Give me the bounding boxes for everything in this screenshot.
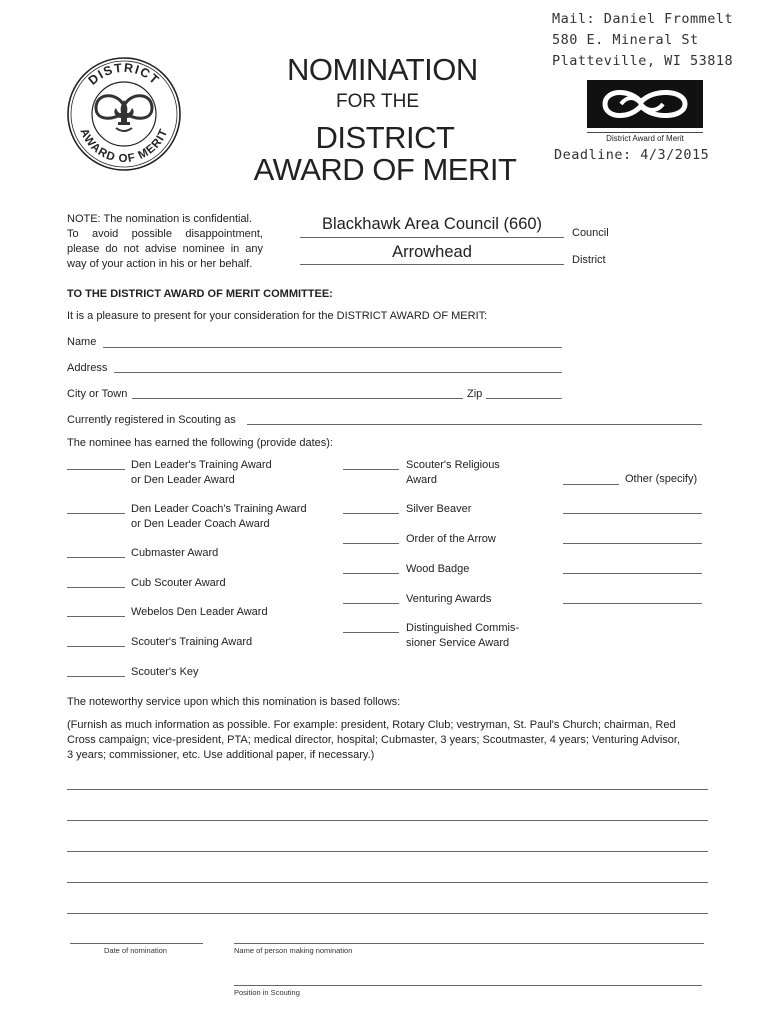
service-line-1[interactable] [67, 789, 708, 790]
svg-text:DISTRICT: DISTRICT [85, 60, 163, 88]
deadline: Deadline: 4/3/2015 [554, 147, 710, 163]
webelos-date-field[interactable] [67, 616, 125, 617]
venturing-date-field[interactable] [343, 603, 399, 604]
district-label: District [572, 254, 606, 266]
city-field[interactable] [132, 398, 463, 399]
den-leader-date-field[interactable] [67, 469, 125, 470]
silver-beaver-date-field[interactable] [343, 513, 399, 514]
award-religious [406, 458, 500, 487]
award-venturing: Venturing Awards [406, 593, 492, 605]
note-line-4: way of your action in his or her behalf. [67, 258, 253, 270]
service-instructions-line-3: 3 years; commissioner, etc. Use additional paper, if necessary.) [67, 749, 375, 761]
council-value[interactable]: Blackhawk Area Council (660) [321, 215, 543, 233]
award-den-leader-line-2: or Den Leader Award [131, 473, 235, 486]
mail-line-3: Platteville, WI 53818 [552, 53, 734, 69]
cub-scouter-date-field[interactable] [67, 587, 125, 588]
title-award-of-merit: AWARD OF MERIT [253, 152, 517, 187]
coach-date-field[interactable] [67, 513, 125, 514]
dcsa-date-field[interactable] [343, 632, 399, 633]
award-wood-badge: Wood Badge [406, 563, 470, 575]
earned-text: The nominee has earned the following (provide dates): [67, 437, 333, 449]
intro-text: It is a pleasure to present for your consideration for the DISTRICT AWARD OF MERIT: [67, 310, 488, 322]
title-district: DISTRICT [315, 120, 455, 155]
committee-heading: TO THE DISTRICT AWARD OF MERIT COMMITTEE: [67, 288, 333, 300]
registered-label: Currently registered in Scouting as [67, 414, 236, 426]
service-instructions-line-2: Cross campaign; vice-president, PTA; medical director, hospital; Cubmaster, 3 years; Scoutmaster, 4 years; Venturing Advisor, [67, 734, 681, 746]
council-label: Council [572, 227, 609, 239]
award-den-leader-coach [131, 502, 307, 531]
city-label: City or Town [67, 388, 128, 400]
name-label: Name [67, 336, 97, 348]
position-in-scouting-field[interactable] [234, 985, 702, 986]
award-cub-scouter: Cub Scouter Award [131, 577, 226, 589]
title-nomination: NOMINATION [287, 52, 478, 87]
scouters-key-date-field[interactable] [67, 676, 125, 677]
zip-field[interactable] [486, 398, 562, 399]
zip-label: Zip [467, 388, 483, 400]
address-label: Address [67, 362, 108, 374]
other-field-4[interactable] [563, 603, 702, 604]
cubmaster-date-field[interactable] [67, 557, 125, 558]
award-den-leader-line-1: Den Leader's Training Award [131, 459, 272, 471]
registered-field[interactable] [247, 424, 702, 425]
mail-line-1: Mail: Daniel Frommelt [552, 11, 734, 27]
award-religious-line-2: Award [406, 473, 437, 486]
award-coach-line-1: Den Leader Coach's Training Award [131, 503, 307, 515]
award-coach-line-2: or Den Leader Coach Award [131, 517, 270, 530]
scouters-training-date-field[interactable] [67, 646, 125, 647]
oa-date-field[interactable] [343, 543, 399, 544]
award-scouters-key: Scouter's Key [131, 666, 199, 678]
service-line-2[interactable] [67, 820, 708, 821]
service-line-4[interactable] [67, 882, 708, 883]
note-line-3: please do not advise nominee in any [67, 243, 263, 255]
nominator-name-label: Name of person making nomination [234, 946, 353, 955]
district-award-seal-logo [66, 56, 182, 172]
council-line [300, 237, 564, 238]
date-of-nomination-field[interactable] [70, 943, 203, 944]
service-line-3[interactable] [67, 851, 708, 852]
district-line [300, 264, 564, 265]
religious-date-field[interactable] [343, 469, 399, 470]
service-lead: The noteworthy service upon which this nomination is based follows: [67, 696, 401, 708]
other-field-1[interactable] [563, 513, 702, 514]
wood-badge-date-field[interactable] [343, 573, 399, 574]
other-field-2[interactable] [563, 543, 702, 544]
position-in-scouting-label: Position in Scouting [234, 988, 300, 997]
award-dcsa [406, 621, 519, 650]
other-date-field[interactable] [563, 484, 619, 485]
district-award-knot-badge-icon [587, 80, 703, 128]
title-for-the: FOR THE [336, 91, 420, 112]
mail-line-2: 580 E. Mineral St [552, 32, 699, 48]
note-line-1: NOTE: The nomination is confidential. [67, 213, 253, 225]
nominator-name-field[interactable] [234, 943, 704, 944]
svg-text:AWARD OF MERIT: AWARD OF MERIT [77, 126, 171, 166]
other-field-3[interactable] [563, 573, 702, 574]
address-field[interactable] [114, 372, 562, 373]
award-cubmaster: Cubmaster Award [131, 547, 219, 559]
note-line-2: To avoid possible disappointment, [67, 228, 263, 240]
award-scouters-training: Scouter's Training Award [131, 636, 253, 648]
award-order-of-the-arrow: Order of the Arrow [406, 533, 496, 545]
date-of-nomination-label: Date of nomination [104, 946, 167, 955]
award-religious-line-1: Scouter's Religious [406, 459, 500, 471]
award-webelos: Webelos Den Leader Award [131, 606, 268, 618]
award-dcsa-line-1: Distinguished Commis- [406, 622, 520, 634]
district-value[interactable]: Arrowhead [392, 243, 472, 261]
service-line-5[interactable] [67, 913, 708, 914]
name-field[interactable] [103, 347, 562, 348]
award-silver-beaver: Silver Beaver [406, 503, 472, 515]
service-instructions [67, 718, 707, 763]
service-instructions-line-1: (Furnish as much information as possible. For example: president, Rotary Club; vestryman, St. Paul's Church; chairman, Red [67, 719, 676, 731]
award-den-leader [131, 458, 272, 487]
award-other: Other (specify) [625, 473, 698, 485]
badge-caption: District Award of Merit [606, 134, 684, 143]
confidential-note [67, 212, 263, 272]
award-dcsa-line-2: sioner Service Award [406, 636, 510, 649]
